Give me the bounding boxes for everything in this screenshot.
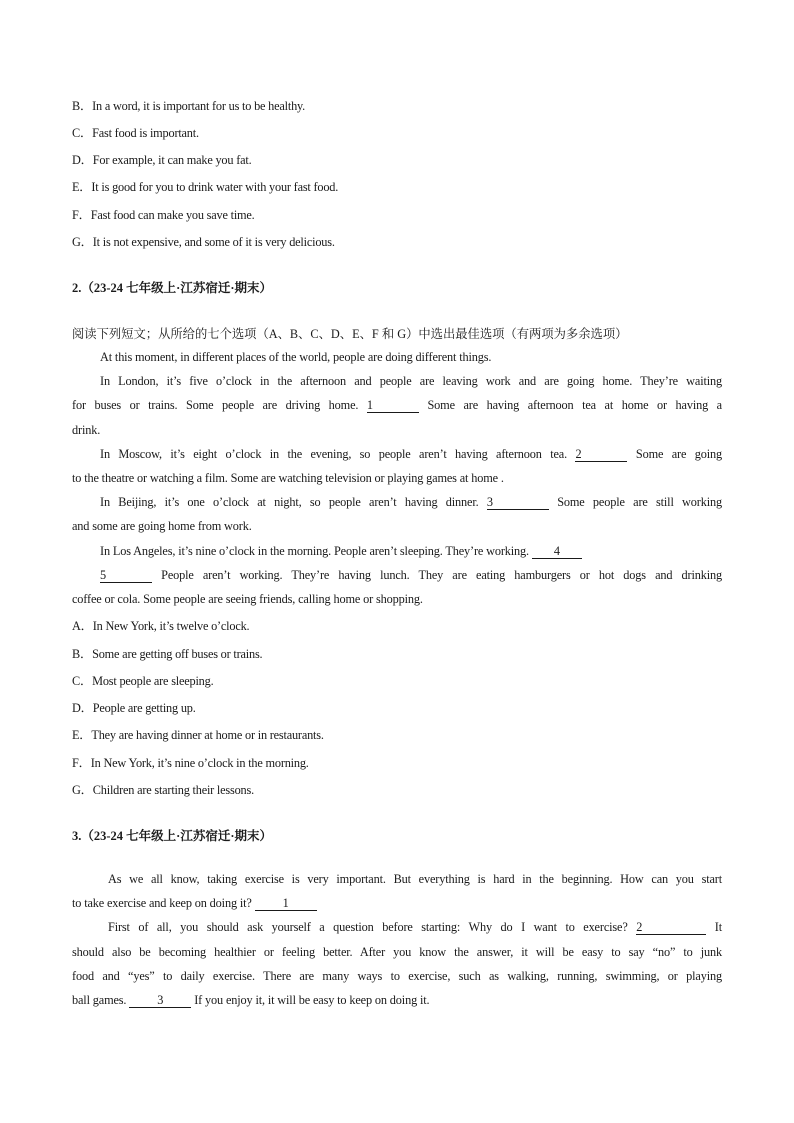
- q2-line-11: coffee or cola. Some people are seeing friends, calling home or shopping.: [72, 591, 423, 606]
- q2-instruction: 阅读下列短文；从所给的七个选项（A、B、C、D、E、F 和 G）中选出最佳选项（有两项为多余选项）: [72, 327, 628, 341]
- q2-option-c: C．Most people are sleeping.: [72, 674, 214, 688]
- q2-option-a: A．In New York, it’s twelve o’clock.: [72, 619, 250, 633]
- q1-option-c: C．Fast food is important.: [72, 126, 199, 140]
- q3-blank-2[interactable]: 2: [636, 920, 706, 935]
- q3-line-6: ball games. 3 If you enjoy it, it will be easy to keep on doing it.: [72, 992, 430, 1007]
- q2-line-8: and some are going home from work.: [72, 519, 252, 534]
- q2-line-2: In London, it’s five o’clock in the afternoon and people are leaving work and are going home. They’re waiting: [100, 374, 722, 389]
- q2-line-5: In Moscow, it’s eight o’clock in the evening, so people aren’t having afternoon tea. 2 Some are going: [100, 446, 722, 461]
- q1-option-b: B．In a word, it is important for us to be healthy.: [72, 99, 306, 113]
- q3-passage: [72, 867, 722, 1012]
- q1-option-f: F．Fast food can make you save time.: [72, 208, 255, 222]
- q2-option-b: B．Some are getting off buses or trains.: [72, 647, 263, 661]
- q2-blank-5[interactable]: 5: [100, 568, 152, 583]
- q2-line-6: to the theatre or watching a film. Some are watching television or playing games at home .: [72, 470, 504, 485]
- q3-heading: 3.（23-24 七年级上·江苏宿迁·期末）: [72, 829, 273, 843]
- q3-line-1: As we all know, taking exercise is very important. But everything is hard in the beginning. How can you start: [108, 872, 722, 886]
- q2-option-e: E．They are having dinner at home or in restaurants.: [72, 728, 324, 742]
- q3-line-3: First of all, you should ask yourself a question before starting: Why do I want to exercise? 2 It: [108, 920, 722, 935]
- q2-line-7: In Beijing, it’s one o’clock at night, so people aren’t having dinner. 3 Some people are still working: [100, 495, 722, 510]
- q2-line-10: 5 People aren’t working. They’re having lunch. They are eating hamburgers or hot dogs and drinking: [100, 567, 722, 582]
- q2-passage: [72, 345, 722, 611]
- q3-blank-3[interactable]: 3: [129, 993, 191, 1008]
- q1-option-g: G．It is not expensive, and some of it is very delicious.: [72, 235, 335, 249]
- q2-option-g: G．Children are starting their lessons.: [72, 783, 254, 797]
- q2-line-3: for buses or trains. Some people are driving home. 1 Some are having afternoon tea at home or having a: [72, 398, 722, 413]
- q3-line-5: food and “yes” to daily exercise. There are many ways to exercise, such as walking, running, swimming, or playing: [72, 968, 722, 983]
- q2-line-1: At this moment, in different places of the world, people are doing different things.: [100, 350, 492, 364]
- q2-blank-1[interactable]: 1: [367, 398, 419, 413]
- q3-line-4: should also be becoming healthier or feeling better. After you know the answer, it will be easy to say “no” to junk: [72, 944, 722, 959]
- q1-option-d: D．For example, it can make you fat.: [72, 153, 252, 167]
- q2-blank-2[interactable]: 2: [575, 447, 627, 462]
- q2-line-9: In Los Angeles, it’s nine o’clock in the morning. People aren’t sleeping. They’re working. 4: [72, 539, 722, 563]
- q2-option-d: D．People are getting up.: [72, 701, 196, 715]
- q3-blank-1[interactable]: 1: [255, 896, 317, 911]
- q2-option-f: F．In New York, it’s nine o’clock in the morning.: [72, 756, 309, 770]
- q2-heading: 2.（23-24 七年级上·江苏宿迁·期末）: [72, 281, 273, 295]
- q2-blank-3[interactable]: 3: [487, 495, 549, 510]
- q1-option-e: E．It is good for you to drink water with your fast food.: [72, 180, 339, 194]
- q3-line-2: to take exercise and keep on doing it? 1: [72, 891, 722, 915]
- q2-line-4: drink.: [72, 422, 101, 437]
- q2-blank-4[interactable]: 4: [532, 544, 582, 559]
